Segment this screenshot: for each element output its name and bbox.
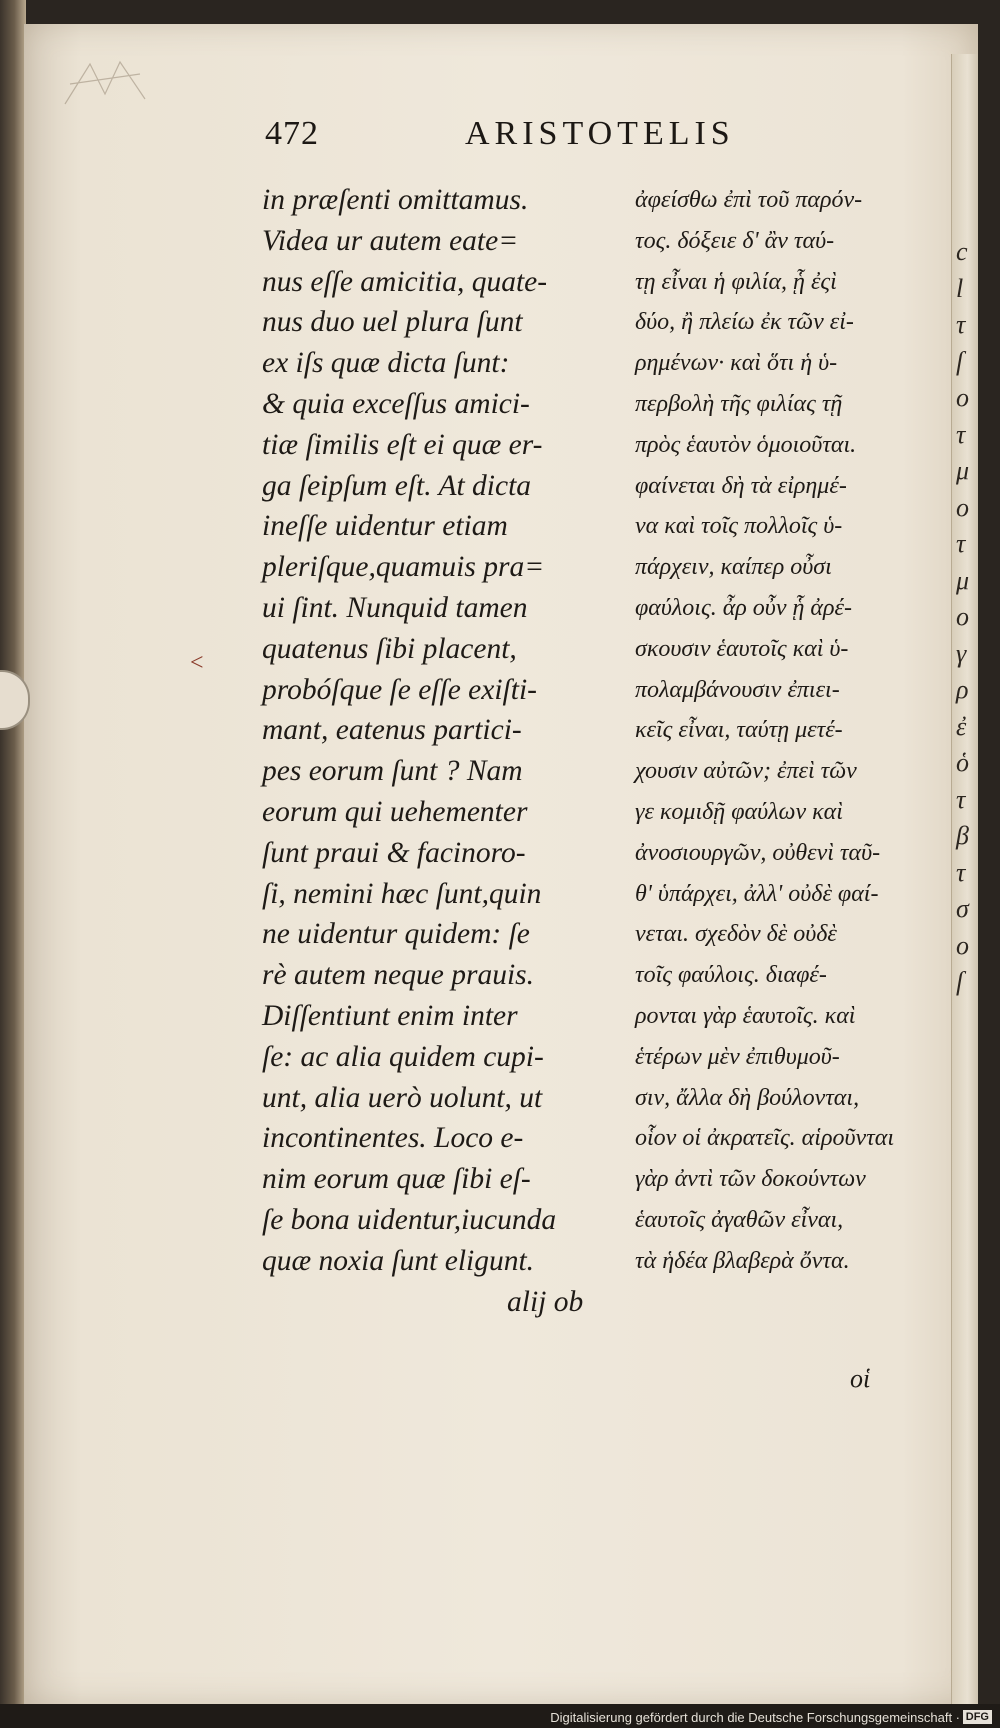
latin-text-line: ſe: ac alia quidem cupi- <box>262 1040 544 1073</box>
latin-text-line: Diſſentiunt enim inter <box>262 999 518 1032</box>
latin-text-line: quatenus ſibi placent, <box>262 632 517 665</box>
latin-text-line: pes eorum ſunt ? Nam <box>262 755 523 788</box>
edge-letter: ρ <box>956 675 969 704</box>
dfg-logo: DFG <box>963 1710 992 1724</box>
latin-text-line: ui ſint. Nunquid tamen <box>262 591 528 624</box>
greek-text-line: νεται. σχεδὸν δὲ οὐδὲ <box>635 921 837 948</box>
greek-text-line: φαίνεται δὴ τὰ εἰρημέ- <box>635 472 847 499</box>
latin-text-line: nus duo uel plura ſunt <box>262 306 523 339</box>
greek-text-line: πρὸς ἑαυτὸν ὁμοιοῦται. <box>635 431 857 458</box>
edge-letter: ὁ <box>956 748 969 777</box>
greek-text-line: φαύλοις. ἆρ οὖν ᾗ ἀρέ- <box>635 594 852 621</box>
book-spine <box>0 0 26 1728</box>
latin-text-line: incontinentes. Loco e- <box>262 1122 524 1155</box>
greek-text-line: γὰρ ἀντὶ τῶν δοκούντων <box>635 1166 866 1193</box>
latin-text-line: nus eſſe amicitia, quate- <box>262 265 548 298</box>
greek-text-line: χουσιν αὐτῶν; ἐπεὶ τῶν <box>635 758 857 785</box>
edge-letter: ſ <box>956 346 964 376</box>
latin-text-line: in præſenti omittamus. <box>262 184 529 216</box>
greek-text-line: πολαμβάνουσιν ἐπιει- <box>635 676 840 703</box>
latin-text-line: ſe bona uidentur,iucunda <box>262 1203 557 1236</box>
greek-text-line: τος. δόξειε δ' ἂν ταύ- <box>635 227 835 254</box>
edge-letter: μ <box>956 456 970 485</box>
greek-text-line: περβολὴ τῆς φιλίας τῇ <box>635 390 843 417</box>
greek-text-line: τῃ εἶναι ἡ φιλία, ᾗ ἐςὶ <box>635 268 837 295</box>
latin-text-line: ex iſs quæ dicta ſunt: <box>262 347 510 380</box>
greek-text-line: θ' ὑπάρχει, ἀλλ' οὐδὲ φαί- <box>635 880 879 907</box>
latin-text-line: nim eorum quæ ſibi eſ- <box>262 1163 531 1196</box>
edge-letter: ſ <box>956 967 964 996</box>
latin-text-line: tiæ ſimilis eſt ei quæ er- <box>262 428 543 461</box>
edge-letter: ο <box>956 383 969 412</box>
latin-text-line: eorum qui uehementer <box>262 795 528 828</box>
latin-text-line: mant, eatenus partici- <box>262 714 522 747</box>
greek-text-line: κεῖς εἶναι, ταύτῃ μετέ- <box>635 717 843 744</box>
edge-letter: τ <box>956 857 966 887</box>
next-page-edge-letters <box>956 234 976 1001</box>
margin-mark: < <box>190 650 204 676</box>
greek-text-line: ἑαυτοῖς ἀγαθῶν εἶναι, <box>635 1206 844 1233</box>
edge-letter: ο <box>956 930 969 960</box>
edge-letter: μ <box>956 565 970 595</box>
edge-letter: γ <box>956 638 967 668</box>
running-title: ARISTOTELIS <box>465 115 735 152</box>
edge-letter: β <box>956 821 969 850</box>
corner-scribble <box>60 54 150 114</box>
latin-text-line: pleriſque,quamuis pra= <box>262 551 545 584</box>
greek-text-line: πάρχειν, καίπερ οὖσι <box>635 554 832 581</box>
greek-text-column <box>635 180 955 1282</box>
footer-credit: Digitalisierung gefördert durch die Deutsche Forschungsgemeinschaft · <box>550 1710 960 1725</box>
greek-text-line: ρημένων· καὶ ὅτι ἡ ὑ- <box>635 350 838 377</box>
edge-letter: τ <box>956 784 966 814</box>
footer-bar <box>0 1704 1000 1728</box>
latin-text-line: quæ noxia ſunt eligunt. <box>262 1244 535 1277</box>
edge-letter: τ <box>956 529 966 558</box>
greek-text-line: τοῖς φαύλοις. διαφέ- <box>635 962 827 989</box>
greek-text-line: γε κομιδῇ φαύλων καὶ <box>635 798 843 825</box>
greek-text-line: σκουσιν ἑαυτοῖς καὶ ὑ- <box>635 635 849 662</box>
latin-text-line: ga ſeipſum eſt. At dicta <box>262 469 532 502</box>
latin-text-line: rè autem neque prauis. <box>262 959 535 992</box>
edge-letter: c <box>956 237 968 266</box>
edge-letter: ἐ <box>956 711 967 741</box>
greek-text-line: δύο, ἢ πλείω ἐκ τῶν εἰ- <box>635 309 854 336</box>
edge-letter: σ <box>956 894 969 923</box>
page-header <box>265 115 825 165</box>
edge-letter: τ <box>956 419 966 449</box>
latin-text-line: probóſque ſe eſſe exiſti- <box>262 673 537 706</box>
latin-text-line: alij ob <box>507 1285 584 1318</box>
latin-text-line: ineſſe uidentur etiam <box>262 510 508 543</box>
edge-letter: τ <box>956 310 966 339</box>
greek-text-line: ἀνοσιουργῶν, οὐθενὶ ταῦ- <box>635 839 881 866</box>
catchword: οἱ <box>850 1364 871 1393</box>
greek-text-line: ἀφείσθω ἐπὶ τοῦ παρόν- <box>635 187 863 213</box>
latin-text-line: ſunt praui & facinoro- <box>262 836 526 869</box>
latin-text-line: & quia exceſſus amici- <box>262 387 530 420</box>
latin-text-line: Videa ur autem eate= <box>262 224 519 257</box>
next-page-edge <box>951 54 978 1714</box>
greek-text-line: σιν, ἄλλα δὴ βούλονται, <box>635 1084 860 1111</box>
greek-text-line: να καὶ τοῖς πολλοῖς ὑ- <box>635 513 843 540</box>
edge-letter: ο <box>956 492 969 522</box>
edge-letter: l <box>956 273 964 303</box>
edge-letter: ο <box>956 602 969 631</box>
greek-text-line: οἷον οἱ ἀκρατεῖς. αἱροῦνται <box>635 1125 894 1152</box>
greek-text-line: τὰ ἡδέα βλαβερὰ ὄντα. <box>635 1247 850 1274</box>
page-number: 472 <box>265 115 319 152</box>
greek-text-line: ρονται γὰρ ἑαυτοῖς. καὶ <box>635 1002 856 1029</box>
latin-text-line: ſi, nemini hæc ſunt,quin <box>262 877 542 910</box>
latin-text-line: ne uidentur quidem: ſe <box>262 918 530 951</box>
latin-text-column <box>262 180 607 1322</box>
latin-text-line: unt, alia uerò uolunt, ut <box>262 1081 543 1114</box>
greek-text-line: ἑτέρων μὲν ἐπιθυμοῦ- <box>635 1043 840 1070</box>
